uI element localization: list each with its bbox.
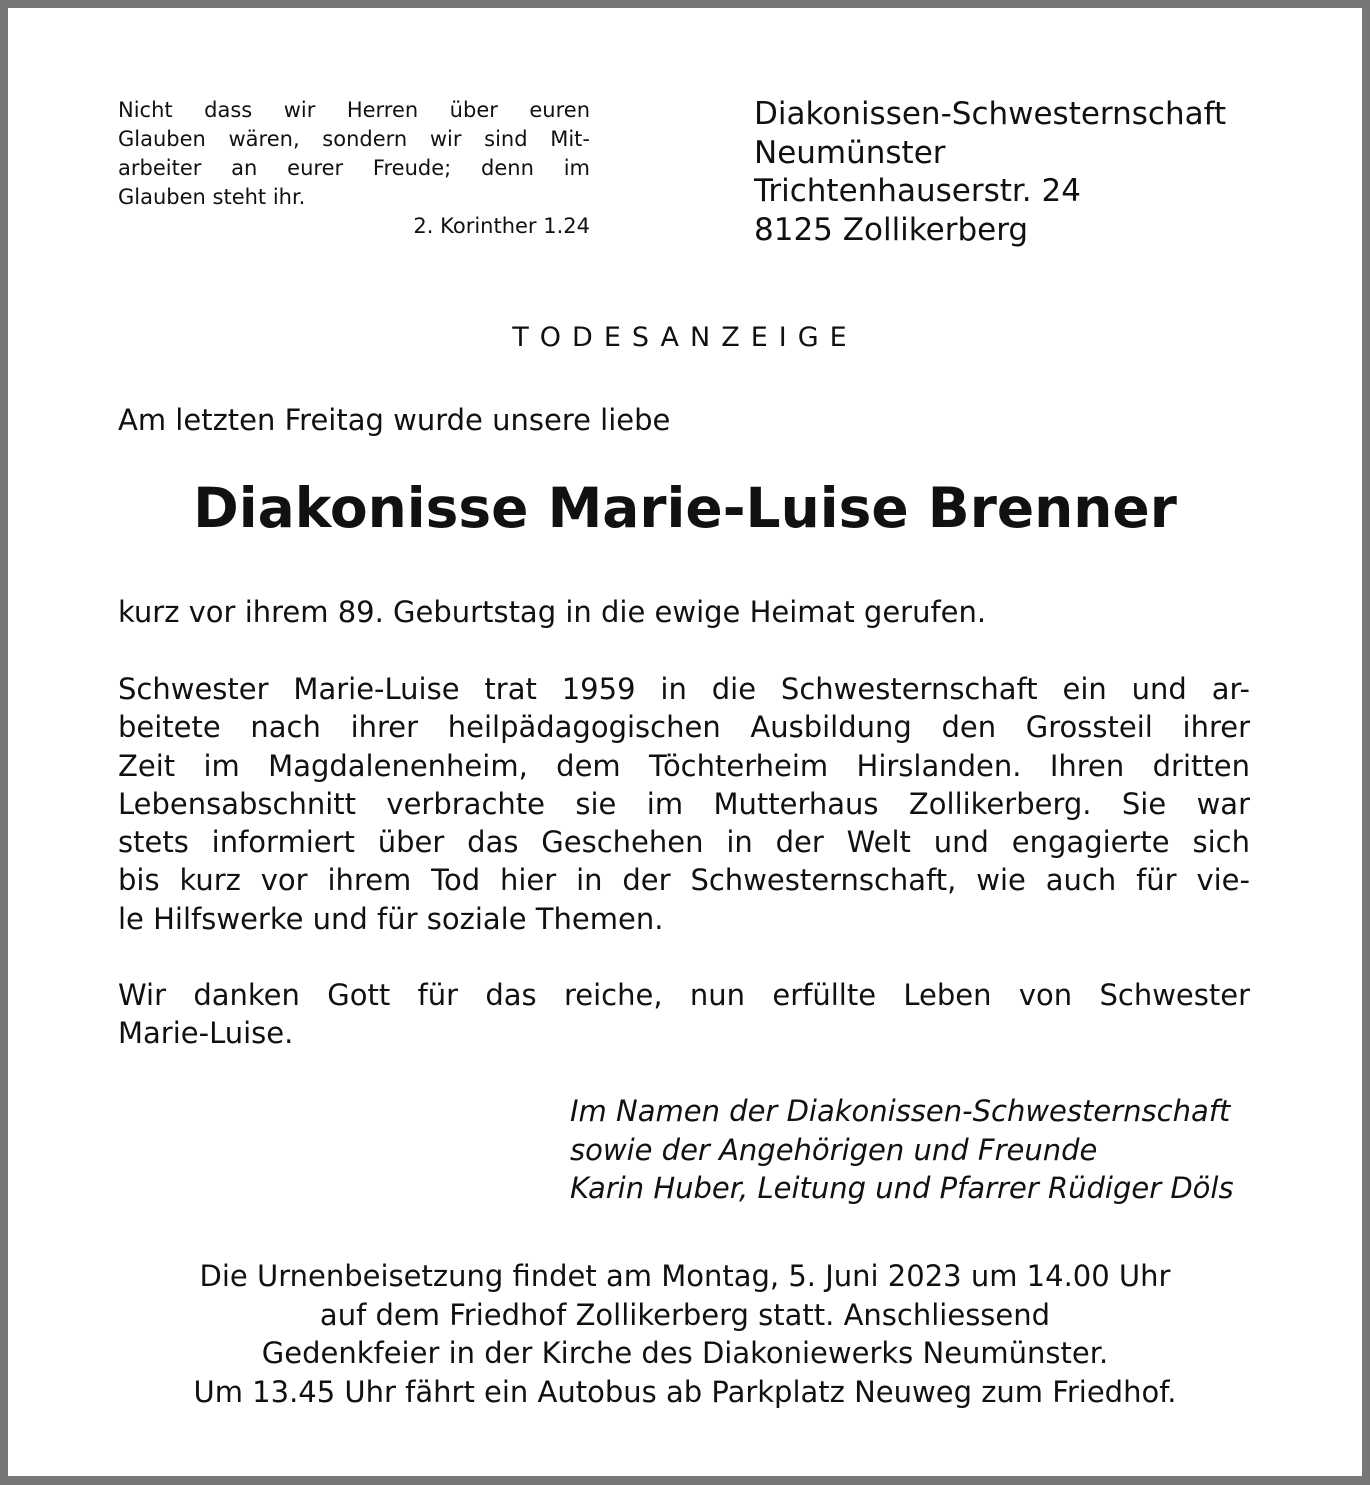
verse-reference: 2. Korinther 1.24	[413, 214, 590, 238]
ceremony-line: Um 13.45 Uhr fährt ein Autobus ab Parkplatz Neuweg zum Friedhof.	[193, 1374, 1177, 1409]
verse-line: arbeiter an eurer Freude; denn im	[118, 156, 590, 180]
after-name-text: kurz vor ihrem 89. Geburtstag in die ewige Heimat gerufen.	[118, 595, 987, 629]
text-line: Zeit im Magdalenenheim, dem Töchterheim Hirslanden. Ihren dritten	[118, 748, 1250, 783]
signature	[570, 1092, 1234, 1208]
ceremony-line: auf dem Friedhof Zollikerberg statt. Anschliessend	[319, 1297, 1051, 1332]
bible-verse	[118, 96, 590, 241]
ceremony-info	[8, 1257, 1362, 1411]
intro-text: Am letzten Freitag wurde unsere liebe	[118, 403, 671, 437]
ceremony-line: Die Urnenbeisetzung findet am Montag, 5. Juni 2023 um 14.00 Uhr	[199, 1259, 1171, 1293]
text-line: Marie-Luise.	[118, 1016, 294, 1051]
text-line: Lebensabschnitt verbrachte sie im Mutterhaus Zollikerberg. Sie war	[118, 786, 1250, 821]
signature-line: Karin Huber, Leitung und Pfarrer Rüdiger Döls	[570, 1171, 1234, 1205]
text-line: Wir danken Gott für das reiche, nun erfüllte Leben von Schwester	[118, 978, 1250, 1012]
text-line: Schwester Marie-Luise trat 1959 in die Schwesternschaft ein und ar-	[118, 672, 1250, 706]
verse-line: Nicht dass wir Herren über euren	[118, 98, 590, 122]
paragraph-biography	[118, 670, 1250, 938]
address-line: Diakonissen-Schwesternschaft	[754, 96, 1227, 132]
address-line: Trichtenhauserstr. 24	[754, 173, 1081, 209]
deceased-name: Diakonisse Marie-Luise Brenner	[193, 476, 1177, 540]
verse-line: Glauben wären, sondern wir sind Mit-	[118, 127, 590, 151]
signature-line: Im Namen der Diakonissen-Schwesternschaft	[570, 1094, 1231, 1128]
paragraph-thanks	[118, 976, 1250, 1053]
text-line: beitete nach ihrer heilpädagogischen Ausbildung den Grossteil ihrer	[118, 710, 1250, 745]
address-line: 8125 Zollikerberg	[754, 211, 1029, 248]
sender-address	[754, 95, 1226, 249]
signature-line: sowie der Angehörigen und Freunde	[570, 1132, 1098, 1167]
text-line: stets informiert über das Geschehen in der Welt und engagierte sich	[118, 825, 1250, 860]
text-line: bis kurz vor ihrem Tod hier in der Schwesternschaft, wie auch für vie-	[118, 863, 1250, 898]
verse-line: Glauben steht ihr.	[118, 185, 306, 209]
death-notice	[8, 8, 1362, 1476]
text-line: le Hilfswerke und für soziale Themen.	[118, 901, 664, 936]
ceremony-line: Gedenkfeier in der Kirche des Diakoniewerks Neumünster.	[261, 1336, 1109, 1370]
notice-title: TODESANZEIGE	[512, 322, 858, 353]
address-line: Neumünster	[754, 134, 946, 171]
